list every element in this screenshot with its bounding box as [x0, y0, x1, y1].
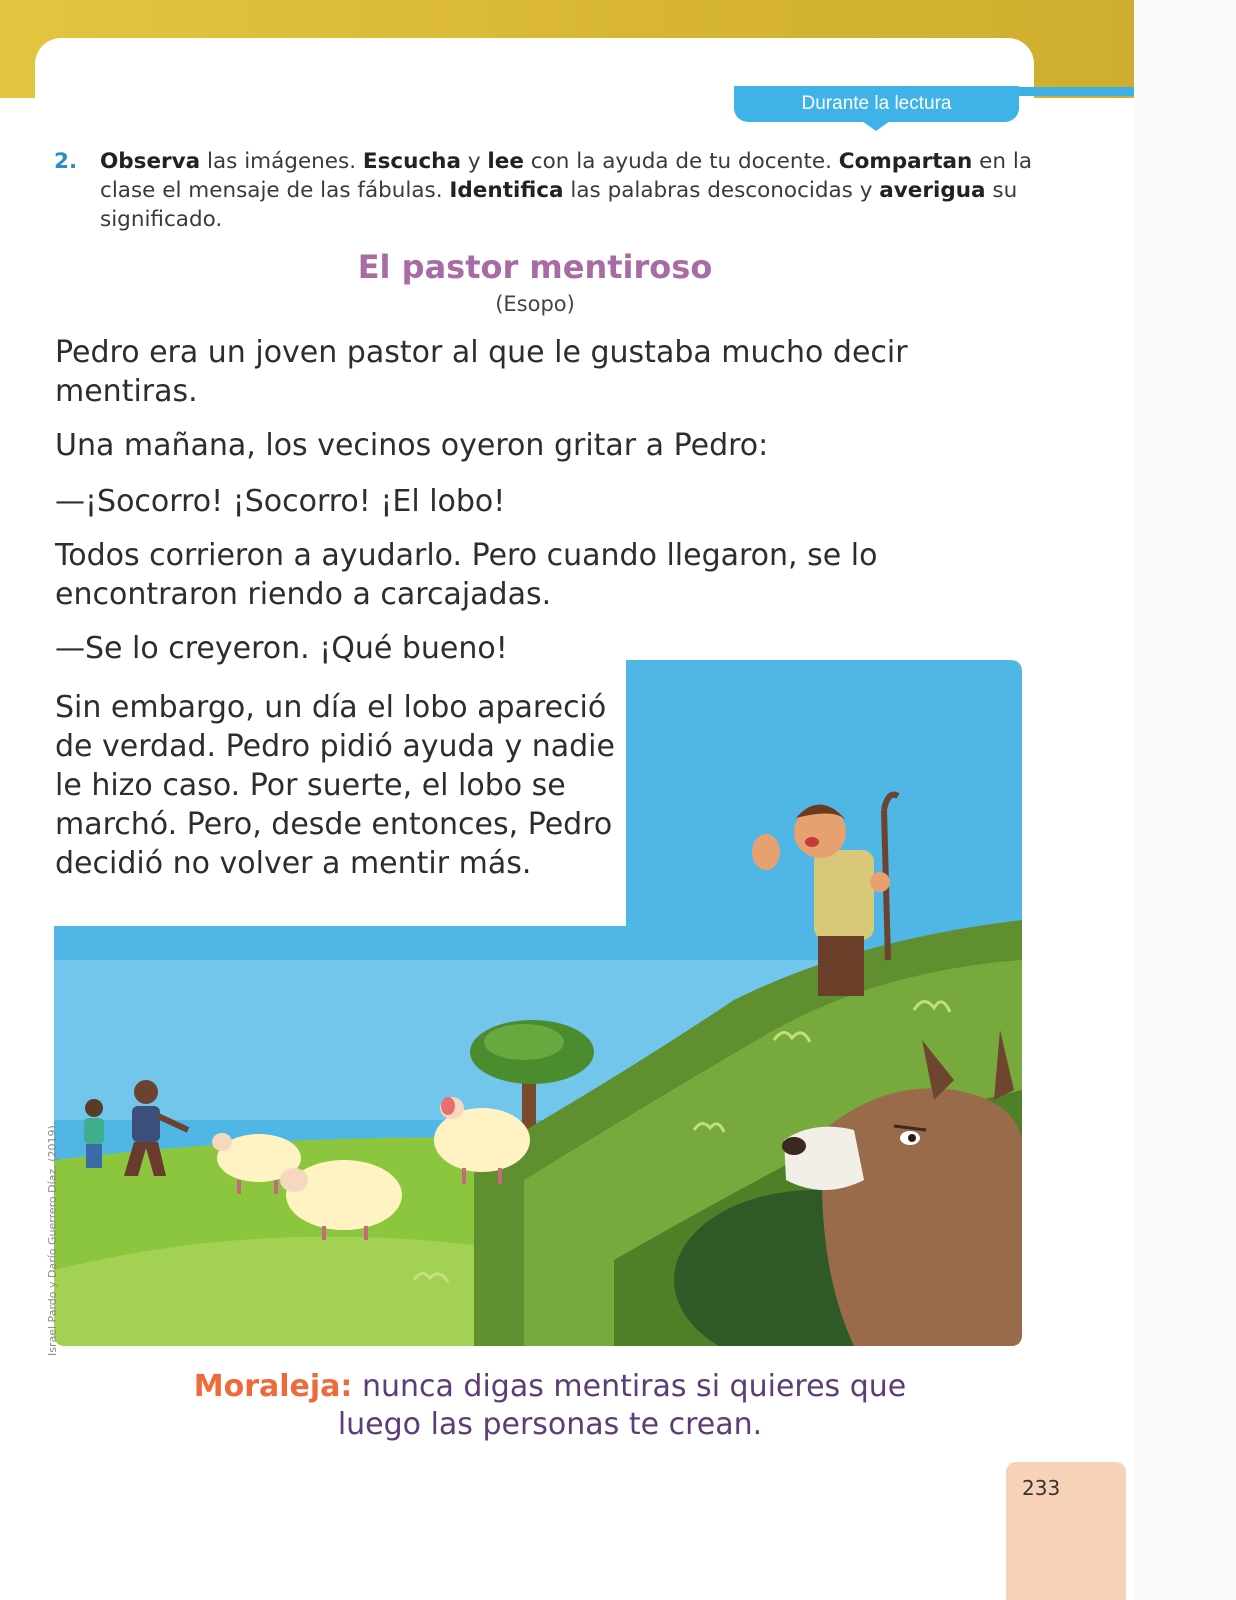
instruction-verb: lee — [487, 149, 524, 174]
page-margin-strip — [1134, 0, 1236, 1600]
story-title: El pastor mentiroso — [357, 248, 713, 286]
section-tab: Durante la lectura — [734, 86, 1019, 122]
story-paragraph: —¡Socorro! ¡Socorro! ¡El lobo! — [55, 484, 506, 519]
moral-text: nunca digas mentiras si quieres que luego las personas te crean. — [337, 1369, 907, 1442]
instruction-segment: en la clase el mensaje de las fábulas. — [100, 149, 1033, 203]
instruction-segment: su significado. — [100, 178, 1018, 232]
instruction-segment: las imágenes. — [200, 149, 363, 174]
villager-child — [84, 1099, 104, 1168]
story-paragraph: Todos corrieron a ayudarlo. Pero cuando llegaron, se lo encontraron riendo a carcajadas. — [55, 538, 878, 612]
instruction-segment: las palabras desconocidas y — [563, 178, 880, 203]
instruction-verb: Observa — [100, 149, 201, 174]
story-paragraph: Pedro era un joven pastor al que le gustaba mucho decir mentiras. — [55, 335, 908, 409]
story-paragraph: —Se lo creyeron. ¡Qué bueno! — [55, 631, 508, 666]
illustration-credit: Israel Pardo y Darío Guerrero Díaz, (2019). — [46, 1121, 59, 1356]
activity-instructions — [54, 147, 1034, 234]
moral-label: Moraleja: — [193, 1369, 353, 1404]
instruction-segment: y — [461, 149, 488, 174]
story-author: (Esopo) — [495, 292, 575, 316]
moral — [170, 1368, 930, 1444]
instruction-text — [100, 147, 1034, 234]
instruction-verb: Identifica — [449, 178, 564, 203]
instruction-segment: con la ayuda de tu docente. — [523, 149, 839, 174]
story-paragraph: Una mañana, los vecinos oyeron gritar a Pedro: — [55, 428, 769, 463]
page-number: 233 — [1006, 1462, 1126, 1600]
story-paragraph: Sin embargo, un día el lobo apareció de verdad. Pedro pidió ayuda y nadie le hizo caso. Por suerte, el lobo se marchó. Pero, desde entonces, Pedro decidió no volver a mentir más. — [55, 690, 615, 881]
activity-number: 2. — [54, 149, 78, 174]
section-rule — [1016, 87, 1134, 96]
instruction-verb: Escucha — [362, 149, 461, 174]
instruction-verb: Compartan — [838, 149, 973, 174]
instruction-verb: averigua — [879, 178, 986, 203]
